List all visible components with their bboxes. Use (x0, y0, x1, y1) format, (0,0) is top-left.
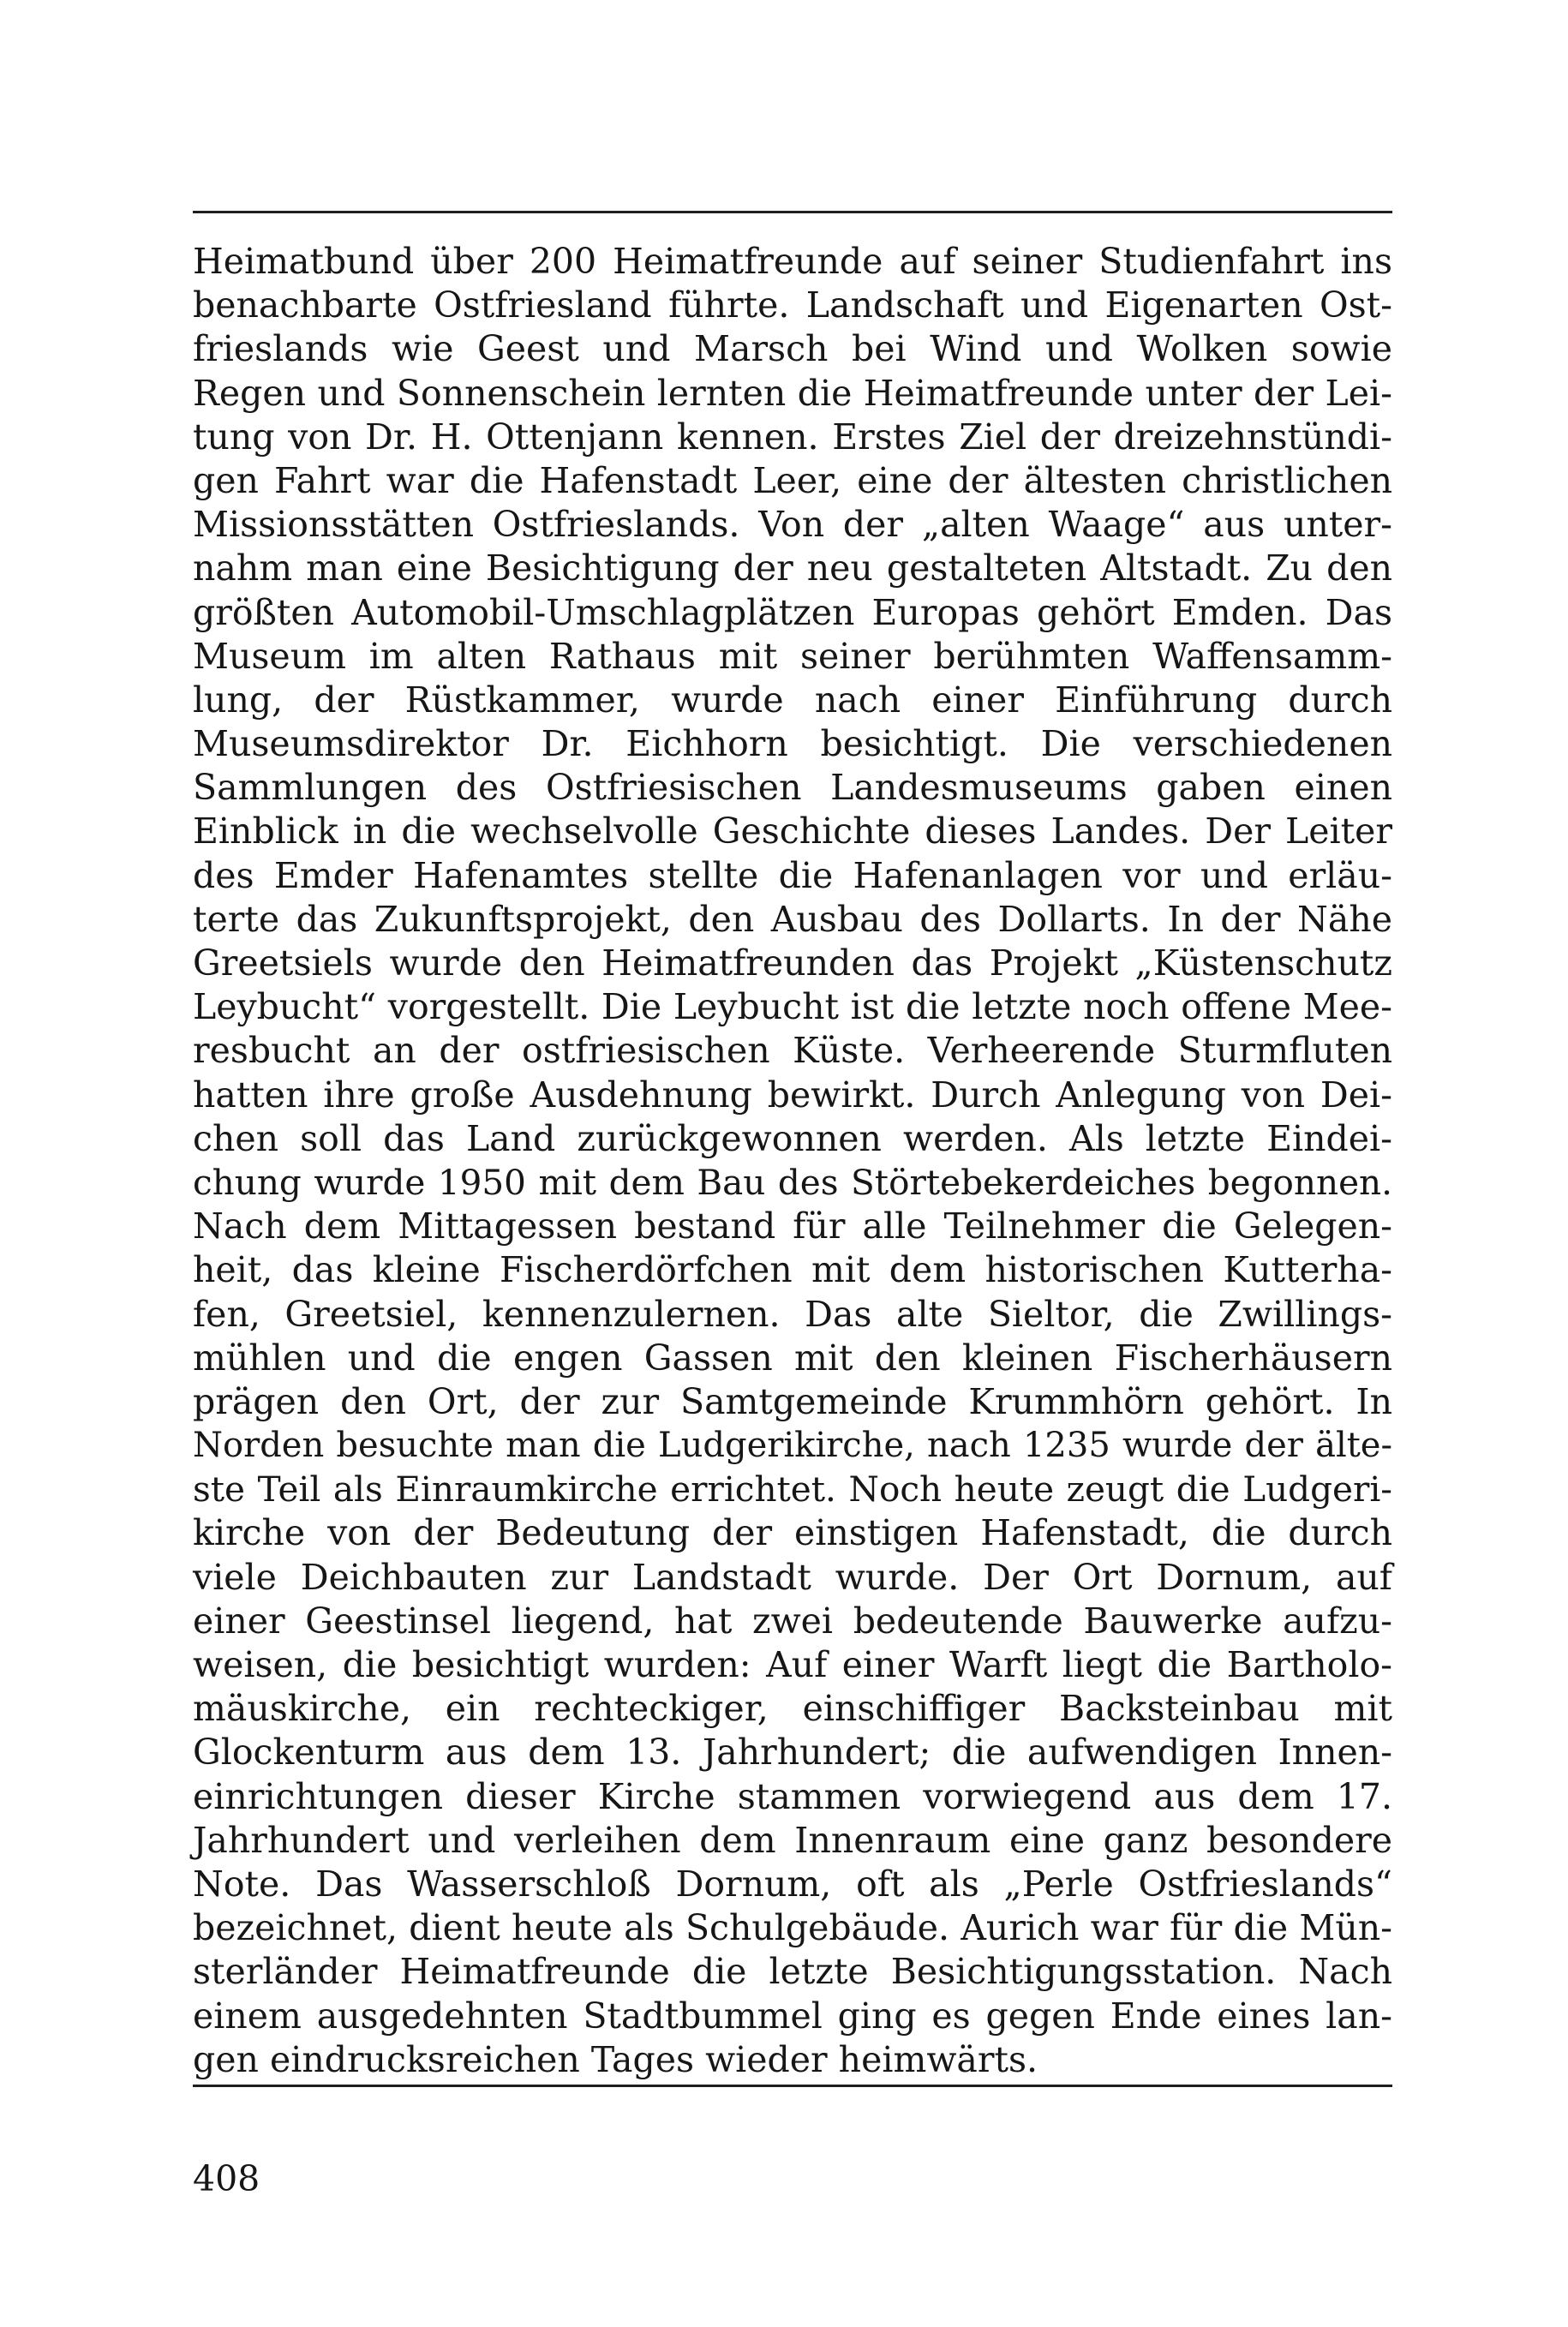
text-line: mühlen und die engen Gassen mit den kleinen Fischerhäusern (193, 1337, 1392, 1379)
bottom-rule (193, 2085, 1392, 2087)
top-rule (193, 211, 1392, 213)
text-line: kirche von der Bedeutung der einstigen Hafenstadt, die durch (193, 1512, 1392, 1554)
text-line: weisen, die besichtigt wurden: Auf einer Warft liegt die Bartholo- (193, 1644, 1392, 1685)
text-line: einem ausgedehnten Stadtbummel ging es gegen Ende eines lan- (193, 1995, 1392, 2037)
text-line: Museumsdirektor Dr. Eichhorn besichtigt. Die verschiedenen (193, 723, 1392, 765)
text-line: Greetsiels wurde den Heimatfreunden das Projekt „Küstenschutz (193, 942, 1392, 984)
text-line: bezeichnet, dient heute als Schulgebäude. Aurich war für die Mün- (193, 1907, 1392, 1949)
text-line: einrichtungen dieser Kirche stammen vorwiegend aus dem 17. (193, 1775, 1392, 1817)
text-line: Glockenturm aus dem 13. Jahrhundert; die aufwendigen Innen- (193, 1732, 1392, 1774)
text-line: Missionsstätten Ostfrieslands. Von der „alten Waage“ aus unter- (193, 504, 1392, 546)
text-line: chen soll das Land zurückgewonnen werden. Als letzte Eindei- (193, 1117, 1392, 1159)
text-line: mäuskirche, ein rechteckiger, einschiffiger Backsteinbau mit (193, 1688, 1392, 1730)
text-line: sterländer Heimatfreunde die letzte Besichtigungsstation. Nach (193, 1951, 1392, 1993)
text-line: heit, das kleine Fischerdörfchen mit dem historischen Kutterha- (193, 1249, 1392, 1291)
text-line: größten Automobil-Umschlagplätzen Europas gehört Emden. Das (193, 591, 1392, 633)
text-line: chung wurde 1950 mit dem Bau des Störtebekerdeiches begonnen. (193, 1161, 1392, 1203)
text-line: Sammlungen des Ostfriesischen Landesmuseums gaben einen (193, 767, 1392, 809)
text-line: gen eindrucksreichen Tages wieder heimwärts. (193, 2038, 1038, 2080)
text-line: Heimatbund über 200 Heimatfreunde auf seiner Studienfahrt ins (193, 241, 1392, 282)
text-line: frieslands wie Geest und Marsch bei Wind und Wolken sowie (193, 328, 1392, 370)
text-line: nahm man eine Besichtigung der neu gestalteten Altstadt. Zu den (193, 547, 1392, 589)
text-line: gen Fahrt war die Hafenstadt Leer, eine der ältesten christlichen (193, 459, 1392, 501)
text-line: tung von Dr. H. Ottenjann kennen. Erstes Ziel der dreizehnstündi- (193, 416, 1392, 458)
text-line: lung, der Rüstkammer, wurde nach einer Einführung durch (193, 679, 1392, 721)
text-line: Regen und Sonnenschein lernten die Heimatfreunde unter der Lei- (193, 372, 1392, 414)
text-line: hatten ihre große Ausdehnung bewirkt. Durch Anlegung von Dei- (193, 1074, 1392, 1116)
text-line: einer Geestinsel liegend, hat zwei bedeutende Bauwerke aufzu- (193, 1600, 1392, 1642)
text-line: Note. Das Wasserschloß Dornum, oft als „Perle Ostfrieslands“ (193, 1863, 1392, 1905)
body-text (193, 240, 1392, 2082)
text-line: viele Deichbauten zur Landstadt wurde. Der Ort Dornum, auf (193, 1556, 1392, 1598)
text-line: Leybucht“ vorgestellt. Die Leybucht ist die letzte noch offene Mee- (193, 986, 1392, 1028)
page-number: 408 (193, 2158, 260, 2199)
text-line: Einblick in die wechselvolle Geschichte dieses Landes. Der Leiter (193, 811, 1392, 852)
text-line: ste Teil als Einraumkirche errichtet. Noch heute zeugt die Ludgeri- (193, 1469, 1392, 1510)
text-line: fen, Greetsiel, kennenzulernen. Das alte Sieltor, die Zwillings- (193, 1293, 1392, 1335)
text-line: benachbarte Ostfriesland führte. Landschaft und Eigenarten Ost- (193, 284, 1392, 326)
text-line: resbucht an der ostfriesischen Küste. Verheerende Sturmfluten (193, 1030, 1392, 1072)
text-line: prägen den Ort, der zur Samtgemeinde Krummhörn gehört. In (193, 1380, 1392, 1422)
text-line: Museum im alten Rathaus mit seiner berühmten Waffensamm- (193, 635, 1392, 677)
text-line: Norden besuchte man die Ludgerikirche, nach 1235 wurde der älte- (193, 1426, 1392, 1466)
text-line: terte das Zukunftsprojekt, den Ausbau des Dollarts. In der Nähe (193, 898, 1392, 940)
text-line: Jahrhundert und verleihen dem Innenraum eine ganz besondere (193, 1819, 1392, 1861)
text-line: Nach dem Mittagessen bestand für alle Teilnehmer die Gelegen- (193, 1205, 1392, 1247)
text-line: des Emder Hafenamtes stellte die Hafenanlagen vor und erläu- (193, 854, 1392, 896)
